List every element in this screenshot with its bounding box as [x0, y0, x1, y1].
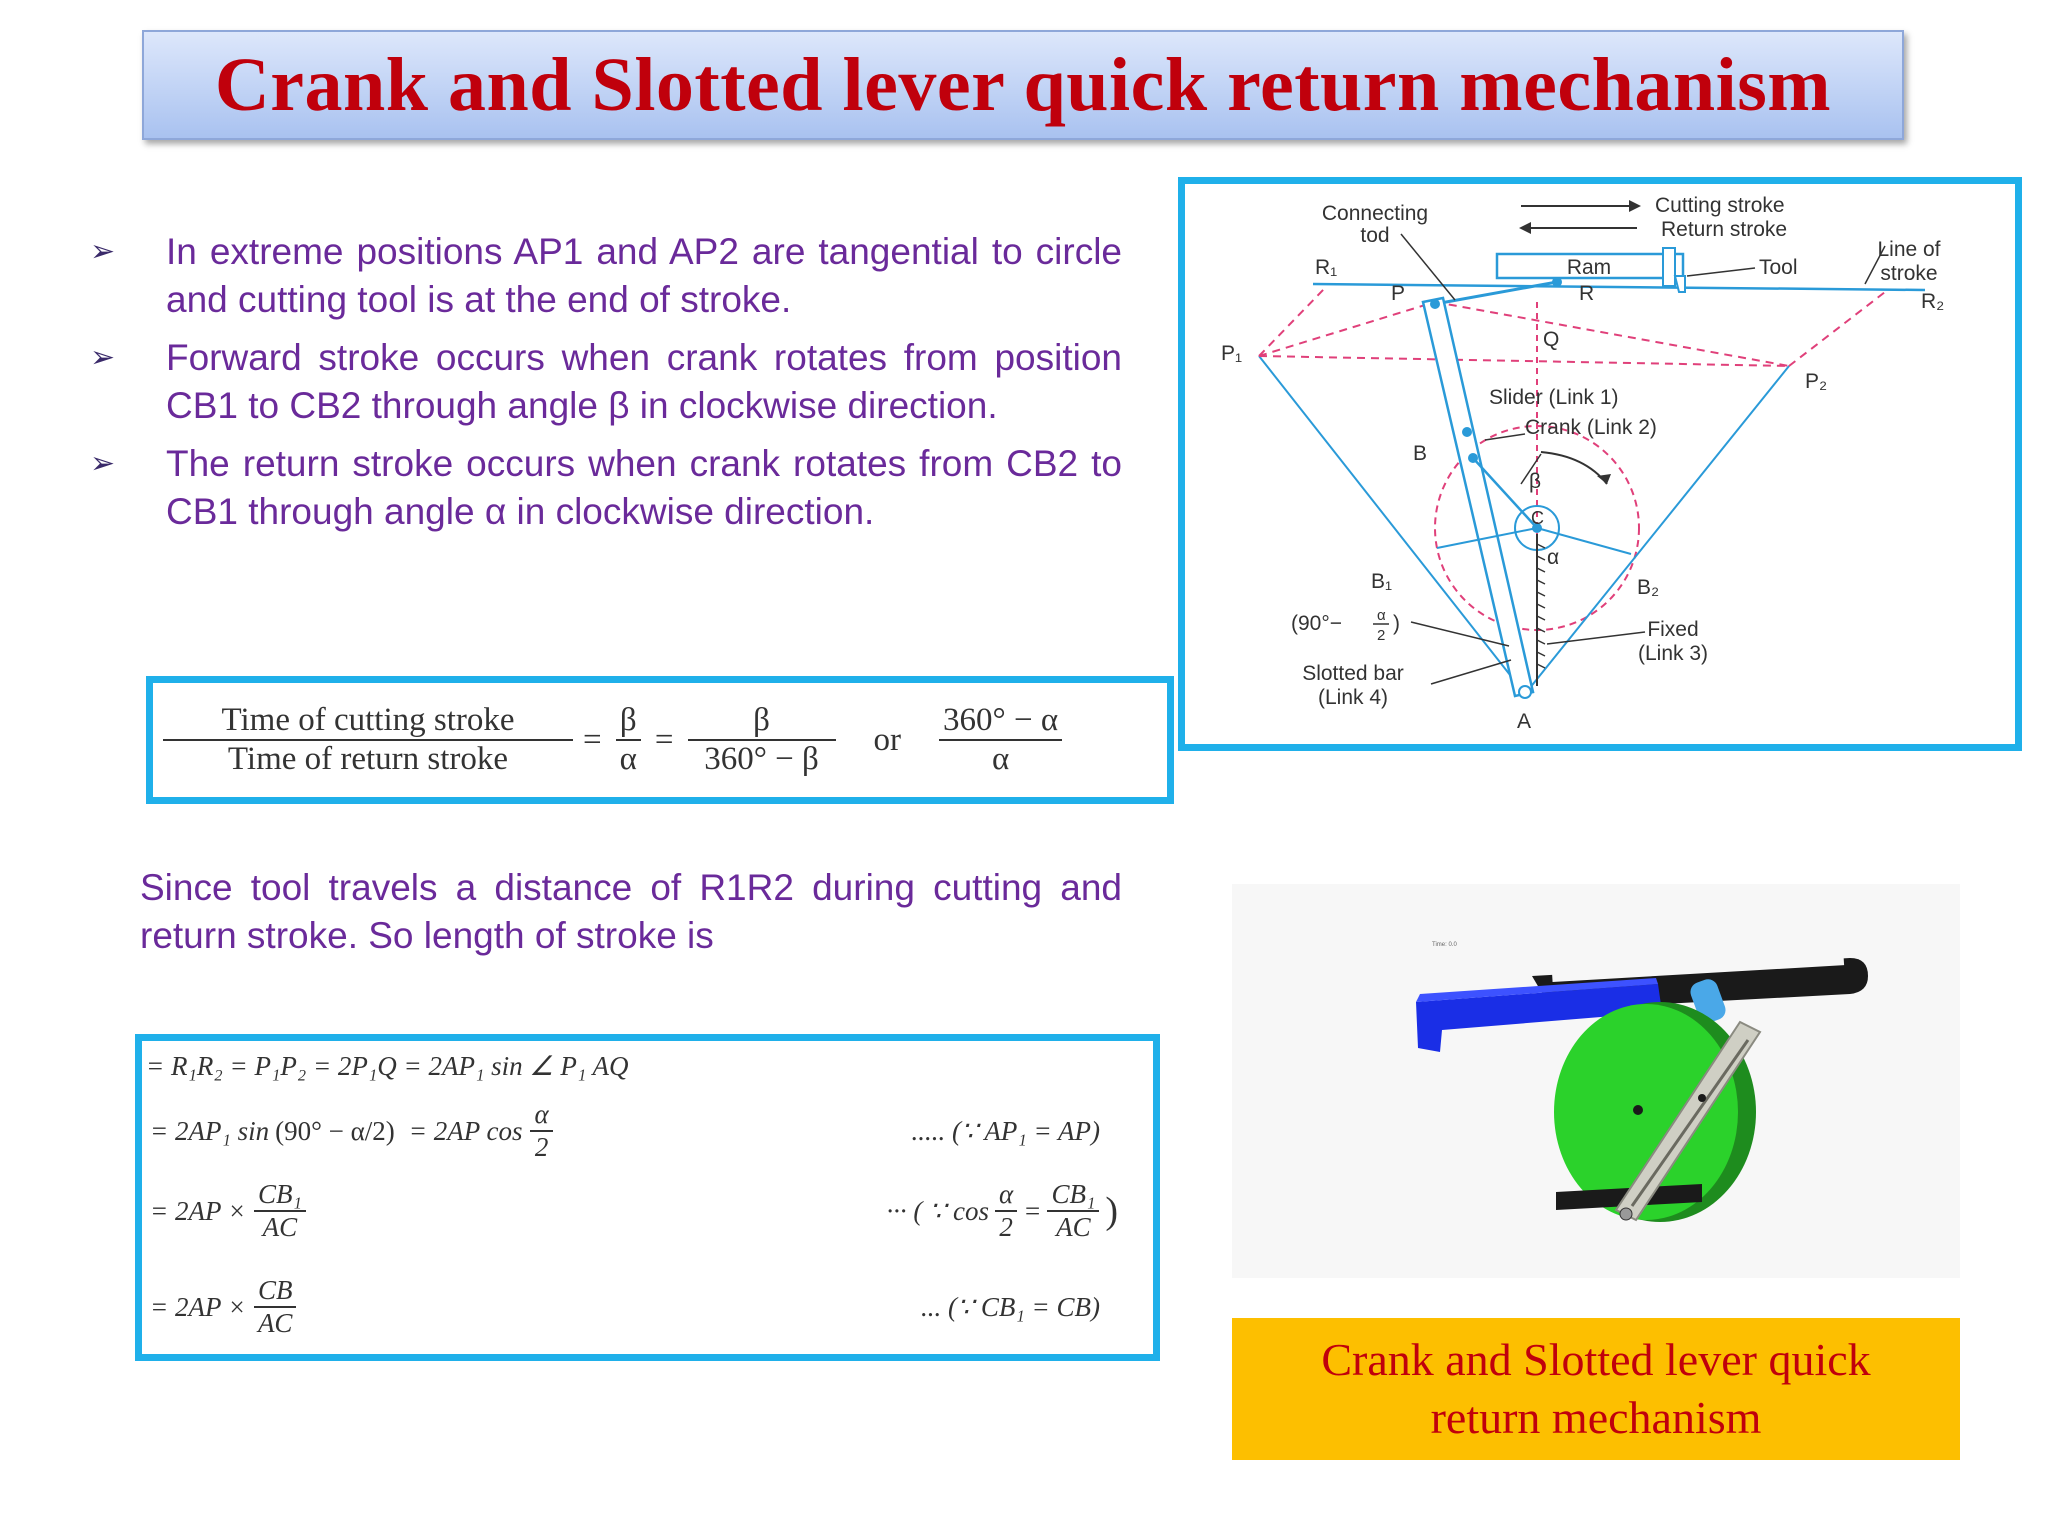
equation-line-2: [150, 1099, 1140, 1163]
lever-pin: [1698, 1094, 1706, 1102]
fixed-link-hatch: [1537, 544, 1545, 668]
page-title: Crank and Slotted lever quick return mechanism: [214, 42, 1832, 127]
line-of-stroke-label: stroke: [1880, 262, 1938, 285]
alpha-fraction: [939, 702, 1062, 778]
tool-tip: [1675, 276, 1685, 292]
tool-pointer: [1687, 268, 1755, 276]
fixed-link-label: (Link 3): [1637, 642, 1709, 665]
fraction-numerator: α: [995, 1179, 1017, 1212]
tool-label: Tool: [1759, 256, 1798, 279]
cutting-arrow-icon: [1629, 200, 1641, 212]
angle-frac-num: α: [1377, 607, 1386, 624]
bullet-text: The return stroke occurs when crank rotates from CB2 to CB1 through angle α in clockwise direction.: [166, 443, 1122, 532]
p1-p2-line: [1259, 356, 1789, 366]
return-stroke-label: Return stroke: [1661, 218, 1788, 241]
caption-box: [1232, 1318, 1960, 1460]
bullet-item: [90, 228, 1122, 324]
return-arrow-icon: [1519, 222, 1531, 234]
angle-close: ): [1393, 612, 1400, 635]
mechanism-diagram-svg: [1185, 184, 2015, 744]
fraction-numerator: β: [688, 702, 836, 741]
joint-p: [1430, 299, 1440, 309]
a-label: A: [1517, 710, 1532, 733]
time-ratio-fraction: [167, 702, 569, 778]
p2-label: P₂: [1805, 370, 1828, 393]
arrow-bullet-icon: ➢: [90, 447, 116, 480]
equation-term: = 2AP cos: [408, 1115, 523, 1146]
equation-term: = 2AP ×: [150, 1195, 246, 1226]
or-word: or: [873, 721, 902, 758]
mechanism-3d-svg: [1232, 884, 1960, 1278]
slotted-bar-label: (Link 4): [1317, 686, 1389, 709]
p1-label: P₁: [1221, 342, 1243, 365]
c-label: C: [1531, 508, 1544, 528]
p-p2-line: [1435, 302, 1789, 366]
equation-note: ··· ( ∵ cos: [886, 1195, 990, 1226]
fraction-denominator: 2: [999, 1212, 1013, 1242]
b-label: B: [1413, 442, 1428, 465]
connecting-rod-label: Connecting: [1321, 202, 1429, 225]
equation-term: (90° − α/2): [275, 1115, 395, 1146]
connecting-rod-label: tod: [1360, 224, 1390, 247]
beta-fraction: [688, 702, 836, 778]
fraction-denominator: 2: [534, 1132, 549, 1162]
pivot-a: [1519, 686, 1531, 698]
joint-r: [1552, 277, 1562, 287]
fraction-numerator: CB₁: [1047, 1179, 1099, 1212]
line-of-stroke-label: Line of: [1877, 238, 1941, 261]
cb-ac-fraction: [254, 1275, 297, 1339]
fraction-numerator: 360° − α: [939, 702, 1062, 741]
alpha-half-fraction: [530, 1099, 552, 1163]
cutting-time-label: Time of cutting stroke: [163, 702, 573, 741]
cb1-ac-fraction: [1047, 1179, 1099, 1243]
angle-frac-den: 2: [1377, 627, 1386, 644]
fraction-denominator: α: [619, 741, 637, 777]
r-label: R: [1579, 282, 1595, 305]
angle-pointer: [1411, 622, 1509, 646]
equation-note: ... (∵ CB₁ = CB): [920, 1291, 1100, 1322]
cb1-ac-fraction: [254, 1179, 306, 1243]
equation-line-1: = R₁R₂ = P₁P₂ = 2P₁Q = 2AP₁ sin ∠ P₁ AQ: [146, 1051, 629, 1081]
fraction-denominator: AC: [1056, 1212, 1091, 1242]
stroke-length-equations: [135, 1034, 1160, 1361]
fixed-pointer: [1547, 632, 1645, 644]
fraction-numerator: CB: [254, 1275, 297, 1308]
bullet-text: Forward stroke occurs when crank rotates from position CB1 to CB2 through angle β in clockwise direction.: [166, 337, 1122, 426]
title-banner: [142, 30, 1904, 140]
fraction-denominator: AC: [257, 1308, 293, 1338]
slider-label: Slider (Link 1): [1489, 386, 1619, 409]
arrow-bullet-icon: ➢: [90, 341, 116, 374]
tool-holder: [1663, 248, 1675, 286]
equals-sign: =: [583, 721, 602, 758]
alpha-angle-label: α: [1547, 546, 1560, 569]
beta-alpha-fraction: [616, 702, 641, 778]
time-label: Time: 0.0: [1432, 942, 1457, 948]
ram-label: Ram: [1566, 256, 1612, 279]
ratio-equation-box: [146, 676, 1174, 804]
fraction-denominator: AC: [262, 1212, 298, 1242]
beta-angle-label: β: [1529, 470, 1542, 493]
b2-label: B₂: [1637, 576, 1660, 599]
equation-term: = 2AP₁ sin: [150, 1115, 270, 1146]
cutting-stroke-label: Cutting stroke: [1655, 194, 1785, 217]
bullet-item: [90, 334, 1122, 430]
p-label: P: [1391, 282, 1406, 305]
slider-joint: [1462, 427, 1472, 437]
r1-label: R₁: [1315, 256, 1338, 279]
fraction-numerator: β: [616, 702, 641, 741]
angle-label: (90°−: [1291, 612, 1343, 635]
equation-term: ): [1105, 1190, 1118, 1232]
caption-line: Crank and Slotted lever quick: [1321, 1334, 1871, 1385]
mechanism-3d-image: [1232, 884, 1960, 1278]
return-time-label: Time of return stroke: [227, 741, 509, 777]
bullet-text: In extreme positions AP1 and AP2 are tangential to circle and cutting tool is at the end of stroke.: [166, 231, 1122, 320]
arrow-bullet-icon: ➢: [90, 235, 116, 268]
fraction-numerator: α: [530, 1099, 552, 1132]
slotted-bar-label: Slotted bar: [1302, 662, 1404, 685]
rod-pointer: [1401, 234, 1455, 300]
slotted-pointer: [1431, 660, 1511, 684]
stroke-length-text: Since tool travels a distance of R1R2 during cutting and return stroke. So length of stroke is: [140, 867, 1122, 956]
crank-label: Crank (Link 2): [1525, 416, 1657, 439]
lever-pivot: [1620, 1208, 1632, 1220]
alpha-half-fraction: [995, 1179, 1017, 1243]
r2-label: R₂: [1921, 290, 1945, 313]
caption-line: return mechanism: [1430, 1392, 1762, 1443]
fraction-denominator: α: [991, 741, 1010, 777]
fixed-link-label: Fixed: [1647, 618, 1699, 641]
rotation-arrow: [1541, 452, 1607, 484]
bullet-item: [90, 440, 1122, 536]
fraction-numerator: CB₁: [254, 1179, 306, 1212]
fraction-denominator: 360° − β: [704, 741, 819, 777]
equation-term: =: [1023, 1195, 1042, 1226]
p2-r2-line: [1789, 292, 1885, 366]
p1-p-line: [1259, 302, 1435, 356]
equation-line-3: [150, 1179, 1140, 1243]
wheel-hub: [1633, 1105, 1643, 1115]
equals-sign: =: [654, 721, 674, 758]
mechanism-diagram: [1178, 177, 2022, 751]
bullet-list: [90, 228, 1122, 546]
b1-label: B₁: [1371, 570, 1393, 593]
q-label: Q: [1543, 328, 1560, 351]
equation-note: ..... (∵ AP₁ = AP): [911, 1115, 1100, 1146]
equation-term: = 2AP ×: [150, 1291, 246, 1322]
equation-line-4: [150, 1275, 1140, 1339]
